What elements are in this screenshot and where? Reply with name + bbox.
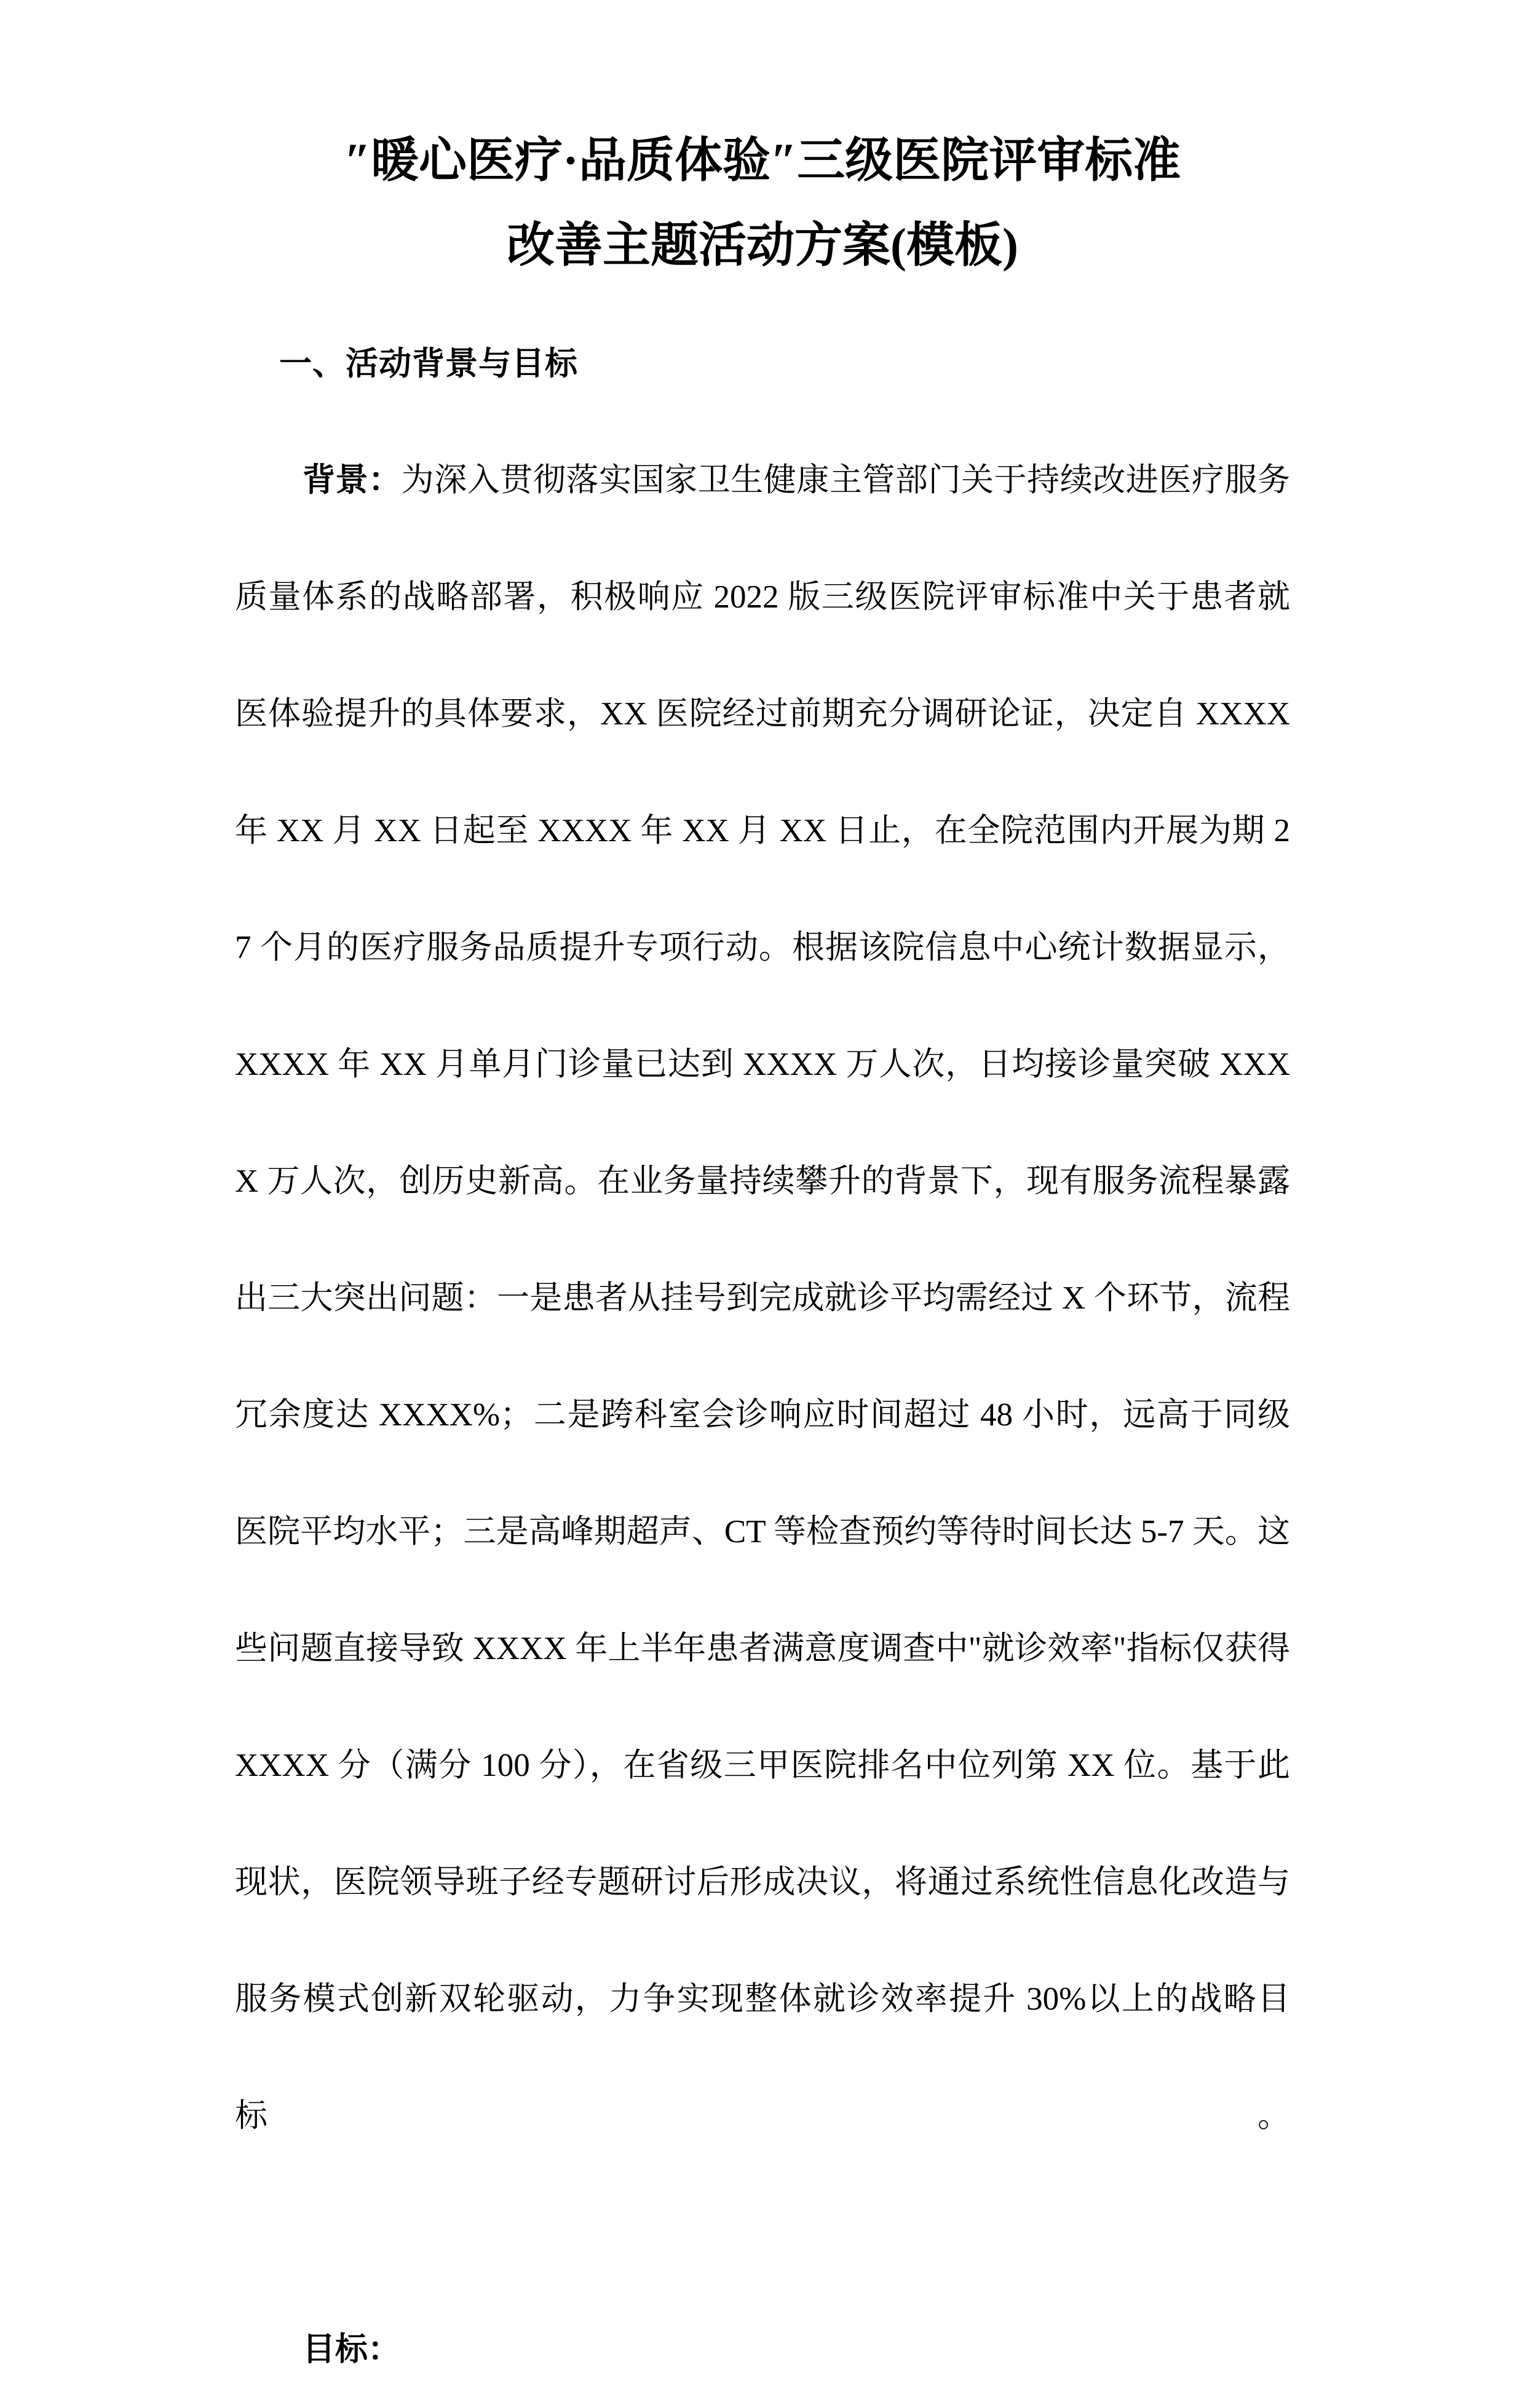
paragraph-background (235, 392, 1290, 2291)
paragraph-body-text-background: 为深入贯彻落实国家卫生健康主管部门关于持续改进医疗服务质量体系的战略部署，积极响应 2022 版三级医院评审标准中关于患者就医体验提升的具体要求，XX 医院经过前期充分调研论证，决定自 XXXX 年 XX 月 XX 日起至 XXXX 年 XX 月 XX 日止，在全院范围内开展为期 27 个月的医疗服务品质提升专项行动。根据该院信息中心统计数据显示，XXXX 年 XX 月单月门诊量已达到 XXXX 万人次，日均接诊量突破 XXXX 万人次，创历史新高。在业务量持续攀升的背景下，现有服务流程暴露出三大突出问题：一是患者从挂号到完成就诊平均需经过 X 个环节，流程冗余度达 XXXX%；二是跨科室会诊响应时间超过 48 小时，远高于同级医院平均水平；三是高峰期超声、CT 等检查预约等待时间长达 5-7 天。这些问题直接导致 XXXX 年上半年患者满意度调查中"就诊效率"指标仅获得 XXXX 分（满分 100 分），在省级三甲医院排名中位列第 XX 位。基于此现状，医院领导班子经专题研讨后形成决议，将通过系统性信息化改造与服务模式创新双轮驱动，力争实现整体就诊效率提升 30%以上的战略目标。 (235, 462, 1291, 2134)
paragraph-lead-label-background: 背景： (303, 462, 402, 498)
paragraph-lead-label-goal: 目标： (303, 2332, 400, 2367)
page-title-line-1: ″暖心医疗·品质体验″三级医院评审标准 (344, 133, 1181, 187)
page-title-line-2: 改善主题活动方案(模板) (507, 218, 1018, 272)
document-content (235, 0, 1290, 2408)
page-title (235, 0, 1290, 288)
section-heading-background-and-goals: 一、活动背景与目标 (279, 346, 578, 382)
